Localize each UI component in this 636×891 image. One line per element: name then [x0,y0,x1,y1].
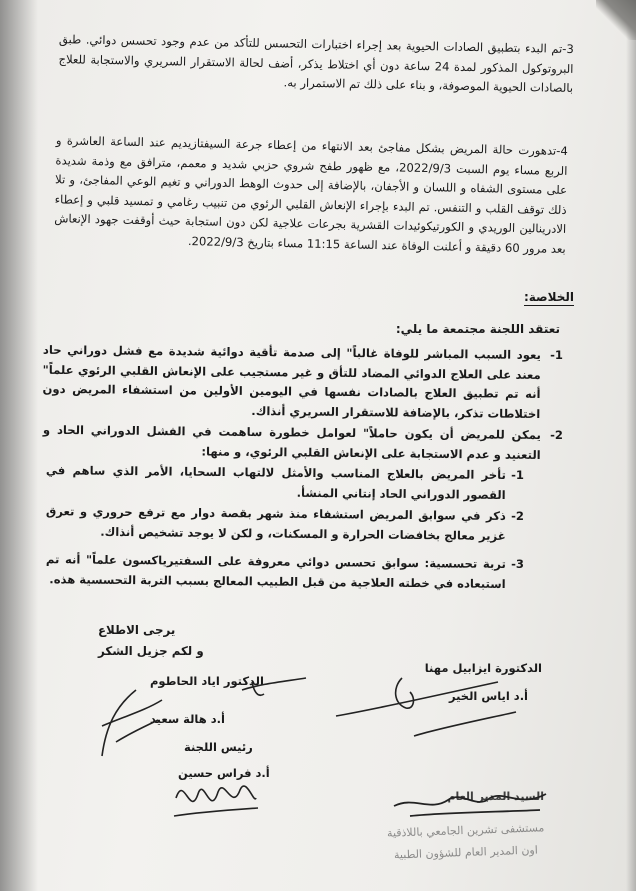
conclusion-2: يمكن للمريض أن يكون حاملاً" لعوامل خطورة ساهمت في الفشل الدوراني الحاد و التعنيد و عدم الاستجابة على الإنعاش القلبي الرئوي، و منها: [42,422,541,462]
signatory-iyad-hatoum: الدكتور اياد الحاطوم [150,674,264,688]
page-edge-shadow [0,0,38,891]
conclusion-2-number: -2 [550,428,563,442]
handwritten-signature-saeed [96,686,166,766]
sub-item-3: تربة تحسسية: سوابق تحسس دوائي معروفة على السفتيرياكسون علماً" أنه تم استبعاده في خطته العلاجية من قبل الطبيب المعالج بسبب التربة التحسسية هذه. [45,552,506,591]
stamp-line-3: اون المدير العام للشؤون الطبية [393,843,539,862]
sub-item-2-number: -2 [511,509,524,523]
signatory-hala-saeed: أ.د هالة سعيد [150,712,225,726]
sub-item-1: تأخر المريض بالعلاج المناسب والأمثل لالتهاب السحايا، الأمر الذي ساهم في القصور الدوراني الحاد إنتاني المنشأ. [45,463,506,502]
signatory-isabel-mhanna: الدكتورة ايزابيل مهنا [424,661,542,675]
sub-item-2: ذكر في سوابق المريض استشفاء منذ شهر بقصة دوار مع ترفع حروري و تعرق غزير معالج بخافضات الحرارة و المسكنات، و لكن لا يوجد تشخيص أنذاك. [45,504,506,543]
handwritten-signature-alkhair [410,706,520,746]
closing-thanks: و لكم جزيل الشكر [98,644,204,658]
summary-heading: الخلاصة: [523,290,574,304]
conclusion-1-number: -1 [550,348,563,362]
summary-intro: تعتقد اللجنة مجتمعة ما يلي: [395,322,560,336]
sub-item-1-number: -1 [511,468,524,482]
signatory-iyas-alkhair: أ.د اياس الخير [448,689,528,703]
closing-please-review: يرجى الاطلاع [98,623,176,637]
handwritten-signature-hatoum [240,672,310,702]
sub-item-3-number: -3 [511,557,524,571]
signatory-firas-hussein: أ.د فراس حسين [178,766,270,780]
paragraph-3: 3-تم البدء بتطبيق الصادات الحيوية بعد إجراء اختبارات التحسس للتأكد من عدم وجود تحسس دوائي. طبق البروتوكول المذكور لمدة 24 ساعة دون أي اختلاط يذكر، أضف لحالة الاستقرار السريري والاستجابة للعلاج بالصادات الحيوية الموصوفة، و بناء على ذلك تم الاستمرار به. [58,32,574,95]
committee-chair-label: رئيس اللجنة [184,740,253,754]
stamp-line-1: السيد المدير العام [447,790,544,803]
conclusion-1: يعود السبب المباشر للوفاة غالباً" إلى صدمة تأقية دوائية شديدة مع فشل دوراني حاد معند على العلاج الدوائي المضاد للتأق و غير مستجيب على الإنعاش القلبي الرئوي علماً" أنه تم تطبيق العلاج بالصادات نفسها في اليومين الأولين من استشفاء المريض دون اختلاطات تذكر، بالإضافة للاستقرار السريري أنذاك. [42,342,541,421]
page-corner-curl [596,0,636,40]
paragraph-4: 4-تدهورت حالة المريض بشكل مفاجئ بعد الانتهاء من إعطاء جرعة السيفتازيديم عند الساعة العاشرة و الربع مساء يوم السبت 2022/9/3، مع ظهور طفح شروي حزبي شديد و معمم، مترافق مع وذمة شديدة على مستوى الشفاه و اللسان و الأجفان، بالإضافة إلى حدوث الوهط الدوراني و تغيم الوعي المفاجئ، و تلا ذلك توقف القلب و التنفس. تم البدء بإجراء الإنعاش القلبي الرئوي من تنبيب رغامي و تمسيد قلبي و إعطاء الادرينالين الوريدي و الكورتيكوئيدات القشرية بجرعات علاجية لكن دون استجابة حيث أوقفت جهود الإنعاش بعد مرور 60 دقيقة و أعلنت الوفاة عند الساعة 11:15 مساء بتاريخ 2022/9/3. [54,133,568,256]
page-edge-shadow-right [626,0,636,891]
stamp-line-2: مستشفى تشرين الجامعي باللاذقية [386,821,545,840]
handwritten-signature-hussein [170,768,260,828]
